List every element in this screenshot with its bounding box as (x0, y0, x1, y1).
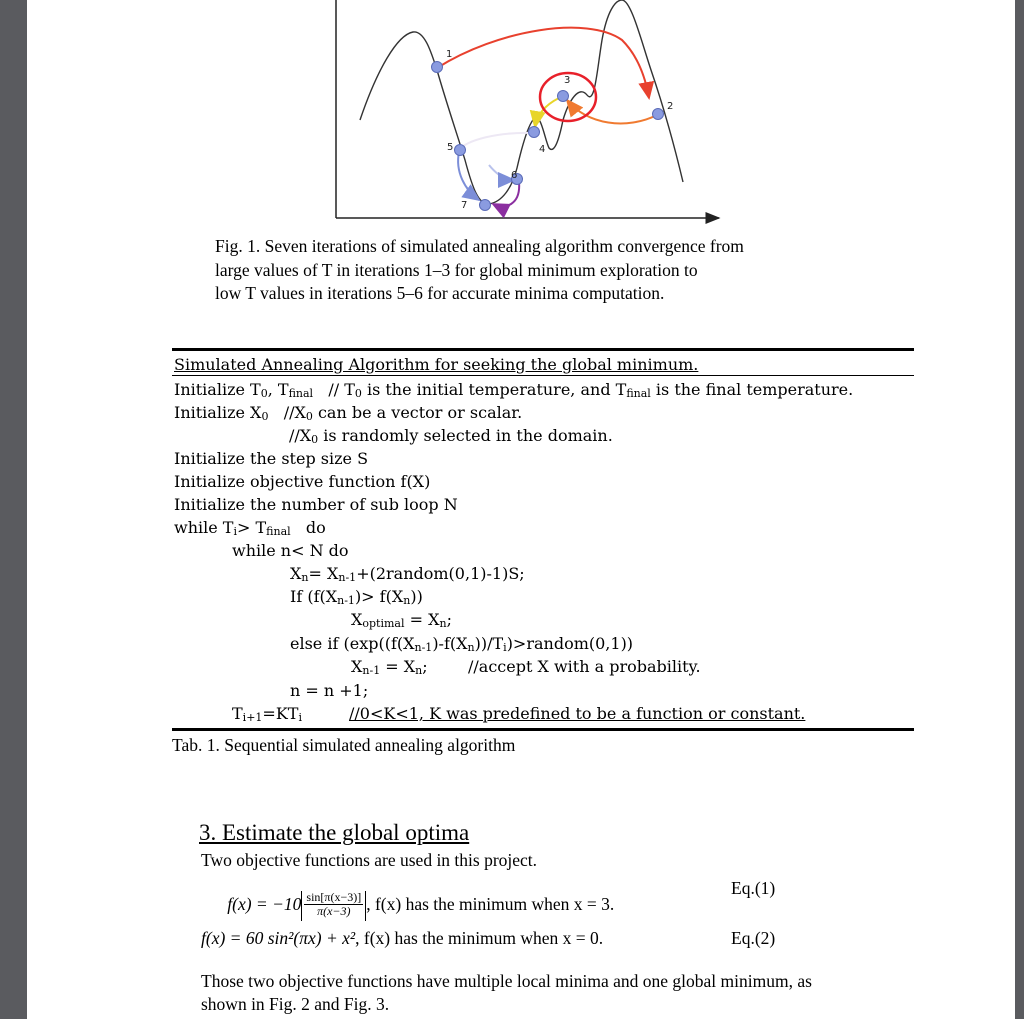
figure-point-4 (529, 127, 540, 138)
figure-point-7 (480, 200, 491, 211)
figure-point-5 (455, 145, 466, 156)
figure-energy-curve (360, 0, 683, 204)
algorithm-line: Initialize $T_0$, $T_{final} // T_0$ is the initial temperature, and $T_{final}$ is the final temperature. (174, 380, 854, 400)
equation-1-text: , f(x) has the minimum when x = 3. (366, 894, 615, 915)
equation-1-label: Eq.(1) (731, 878, 776, 898)
viewer-right-gutter (1015, 0, 1024, 1019)
algorithm-line: $T_{i+1}=KT_i$ (232, 704, 302, 724)
figure-point-3 (558, 91, 569, 102)
figure-caption-line: low T values in iterations 5–6 for accurate minima computation. (215, 283, 665, 303)
algorithm-line: while $T_i> T_{final}$ do (174, 518, 326, 538)
figure-label-5: 5 (447, 142, 454, 153)
figure-label-2: 2 (667, 101, 674, 112)
table-bottom-rule (172, 728, 914, 731)
figure-caption-line: large values of T in iterations 1–3 for global minimum exploration to (215, 259, 698, 280)
algorithm-line: $X_{optimal} = X_n$; (351, 610, 452, 630)
equation-1-denominator: π(x−3) (317, 904, 351, 918)
algorithm-line: If $(f(X_{n-1})> f(X_n))$ (290, 587, 423, 607)
equation-2-label: Eq.(2) (731, 928, 776, 948)
figure-path-2-to-3 (567, 100, 657, 123)
table-header-rule (172, 375, 914, 376)
section-outro-line: shown in Fig. 2 and Fig. 3. (201, 994, 390, 1014)
figure-path-6-to-7 (493, 182, 519, 206)
equation-1-numerator: sin[π(x−3)] (306, 890, 362, 904)
figure-caption (215, 235, 835, 306)
algorithm-line: else if $(\exp((f(X_{n-1})-f(X_n))/T_i)>random(0,1))$ (290, 634, 634, 654)
figure-label-3: 3 (564, 75, 571, 86)
figure-path-4-to-5 (459, 133, 532, 150)
figure-caption-line: Fig. 1. Seven iterations of simulated annealing algorithm convergence from (215, 236, 744, 256)
figure-point-1 (432, 62, 443, 73)
equation-2 (201, 928, 603, 949)
figure-label-4: 4 (539, 144, 546, 155)
section-outro-line: Those two objective functions have multiple local minima and one global minimum, as (201, 971, 812, 991)
equation-2-lhs: f(x) = 60 sin²(πx) + x² (201, 928, 356, 948)
algorithm-line: n = n +1; (290, 681, 369, 700)
section-title: 3. Estimate the global optima (199, 820, 470, 845)
viewer-left-gutter (0, 0, 27, 1019)
table-caption: Tab. 1. Sequential simulated annealing algorithm (172, 735, 516, 755)
algorithm-line: $X_{n-1} = X_n$; (351, 657, 428, 677)
figure-label-7: 7 (461, 200, 468, 211)
section-intro: Two objective functions are used in this project. (201, 850, 538, 870)
algorithm-line: Initialize objective function f(X) (174, 472, 431, 491)
algorithm-title: Simulated Annealing Algorithm for seeking the global minimum. (174, 355, 699, 374)
figure-point-2 (653, 109, 664, 120)
table-top-rule (172, 348, 914, 351)
equation-1-abs (301, 891, 366, 921)
algorithm-line: Initialize the number of sub loop N (174, 495, 458, 514)
algorithm-line: Initialize the step size S (174, 449, 369, 468)
document-page (27, 0, 1015, 1019)
figure-label-6: 6 (511, 170, 518, 181)
equation-2-text: , f(x) has the minimum when x = 0. (355, 928, 604, 948)
figure-annealing-plot (27, 0, 1015, 230)
algorithm-comment: //accept X with a probability. (468, 657, 701, 676)
figure-label-1: 1 (446, 49, 453, 60)
equation-1-lhs: f(x) = −10 (227, 894, 302, 915)
algorithm-line: $X_n=$ $X_{n-1}+(2random(0,1)-1)S$; (290, 564, 525, 584)
algorithm-line: $//X_0$ is randomly selected in the domain. (289, 426, 613, 446)
algorithm-line: Initialize $X_0$ $//X_0$ can be a vector or scalar. (174, 403, 523, 423)
algorithm-line: while n< N do (232, 541, 349, 560)
algorithm-comment: //0<K<1, K was predefined to be a function or constant. (349, 704, 806, 723)
